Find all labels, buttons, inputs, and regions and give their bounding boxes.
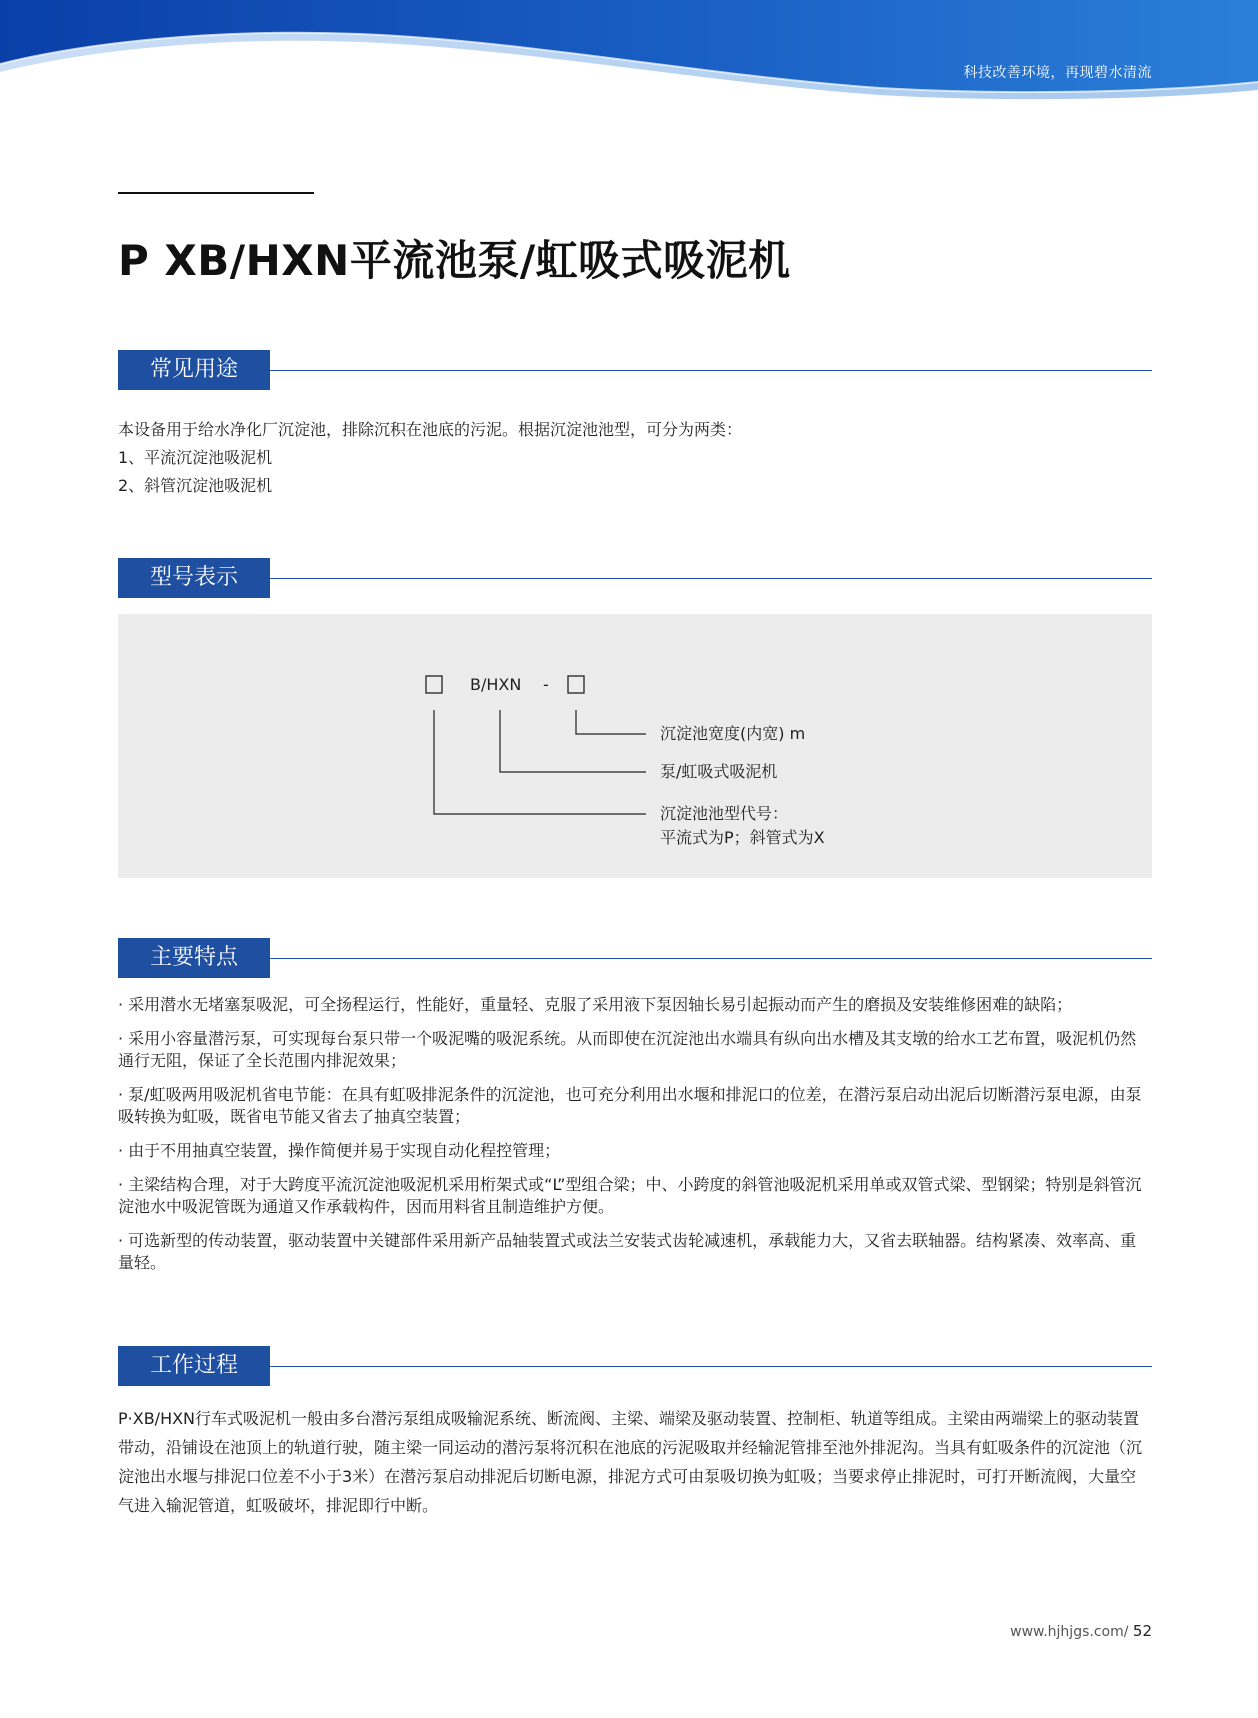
section-heading-usage bbox=[118, 350, 1152, 390]
width-code-box bbox=[568, 676, 584, 693]
title-rule bbox=[118, 192, 314, 194]
header-slogan: 科技改善环境，再现碧水清流 bbox=[963, 65, 1152, 81]
process-text: P·XB/HXN行车式吸泥机一般由多台潜污泵组成吸输泥系统、断流阀、主梁、端梁及驱动装置、控制柜、轨道等组成。主梁由两端梁上的驱动装置带动，沿铺设在池顶上的轨道行驶，随主梁一同运动的潜污泵将沉积在池底的污泥吸取并经输泥管排至池外排泥沟。当具有虹吸条件的沉淀池（沉淀池出水堰与排泥口位差不小于3米）在潜污泵启动排泥后切断电源，排泥方式可由泵吸切换为虹吸；当要求停止排泥时，可打开断流阀，大量空气进入输泥管道，虹吸破坏，排泥即行中断。 bbox=[118, 1409, 1143, 1515]
feature-item: · 可选新型的传动装置，驱动装置中关键部件采用新产品轴装置式或法兰安装式齿轮减速机，承载能力大，又省去联轴器。结构紧凑、效率高、重量轻。 bbox=[118, 1231, 1137, 1272]
usage-intro: 本设备用于给水净化厂沉淀池，排除沉积在池底的污泥。根据沉淀池池型，可分为两类： bbox=[118, 420, 743, 439]
feature-item: · 主梁结构合理，对于大跨度平流沉淀池吸泥机采用桁架式或“L”型组合梁；中、小跨度的斜管池吸泥机采用单或双管式梁、型钢梁；特别是斜管沉淀池水中吸泥管既为通道又作承载构件，因而用料省且制造维护方便。 bbox=[118, 1175, 1142, 1216]
usage-item-1: 1、平流沉淀池吸泥机 bbox=[118, 448, 273, 467]
legend-pool-code-line2: 平流式为P；斜管式为X bbox=[660, 828, 825, 847]
usage-item-2: 2、斜管沉淀池吸泥机 bbox=[118, 476, 273, 495]
type-leader-line bbox=[500, 710, 646, 772]
legend-width: 沉淀池宽度(内宽) m bbox=[660, 724, 806, 743]
page-title: P XB/HXN平流池泵/虹吸式吸泥机 bbox=[118, 236, 791, 285]
model-code-dash: - bbox=[543, 675, 549, 694]
section-tab-label: 主要特点 bbox=[118, 938, 270, 978]
feature-item: · 采用潜水无堵塞泵吸泥，可全扬程运行，性能好，重量轻、克服了采用液下泵因轴长易引起振动而产生的磨损及安装维修困难的缺陷； bbox=[118, 995, 1073, 1014]
page-number: 52 bbox=[1132, 1622, 1152, 1640]
section-rule bbox=[270, 958, 1152, 959]
model-code-middle: B/HXN bbox=[470, 675, 522, 694]
features-list bbox=[118, 994, 1152, 1286]
feature-item: · 由于不用抽真空装置，操作简便并易于实现自动化程控管理； bbox=[118, 1141, 561, 1160]
section-rule bbox=[270, 1366, 1152, 1367]
pool-code-box bbox=[426, 676, 442, 693]
section-rule bbox=[270, 370, 1152, 371]
section-heading-model bbox=[118, 558, 1152, 598]
section-rule bbox=[270, 578, 1152, 579]
section-heading-process bbox=[118, 1346, 1152, 1386]
feature-item: · 采用小容量潜污泵，可实现每台泵只带一个吸泥嘴的吸泥系统。从而即使在沉淀池出水端具有纵向出水槽及其支墩的给水工艺布置，吸泥机仍然通行无阻，保证了全长范围内排泥效果； bbox=[118, 1029, 1137, 1070]
legend-type: 泵/虹吸式吸泥机 bbox=[660, 762, 778, 781]
section-heading-features bbox=[118, 938, 1152, 978]
legend-pool-code-line1: 沉淀池池型代号： bbox=[660, 804, 789, 823]
footer-url: www.hjhjgs.com/ bbox=[1010, 1624, 1129, 1640]
feature-item: · 泵/虹吸两用吸泥机省电节能：在具有虹吸排泥条件的沉淀池，也可充分利用出水堰和排泥口的位差，在潜污泵启动出泥后切断潜污泵电源，由泵吸转换为虹吸，既省电节能又省去了抽真空装置； bbox=[118, 1085, 1142, 1126]
section-tab-label: 型号表示 bbox=[118, 558, 270, 598]
section-tab-label: 常见用途 bbox=[118, 350, 270, 390]
width-leader-line bbox=[576, 710, 646, 734]
pool-code-leader-line bbox=[434, 710, 646, 814]
section-tab-label: 工作过程 bbox=[118, 1346, 270, 1386]
header-wave-banner bbox=[0, 0, 1258, 110]
page-footer bbox=[1010, 1622, 1152, 1640]
model-designation-panel bbox=[118, 614, 1152, 878]
model-designation-diagram bbox=[118, 614, 1152, 878]
